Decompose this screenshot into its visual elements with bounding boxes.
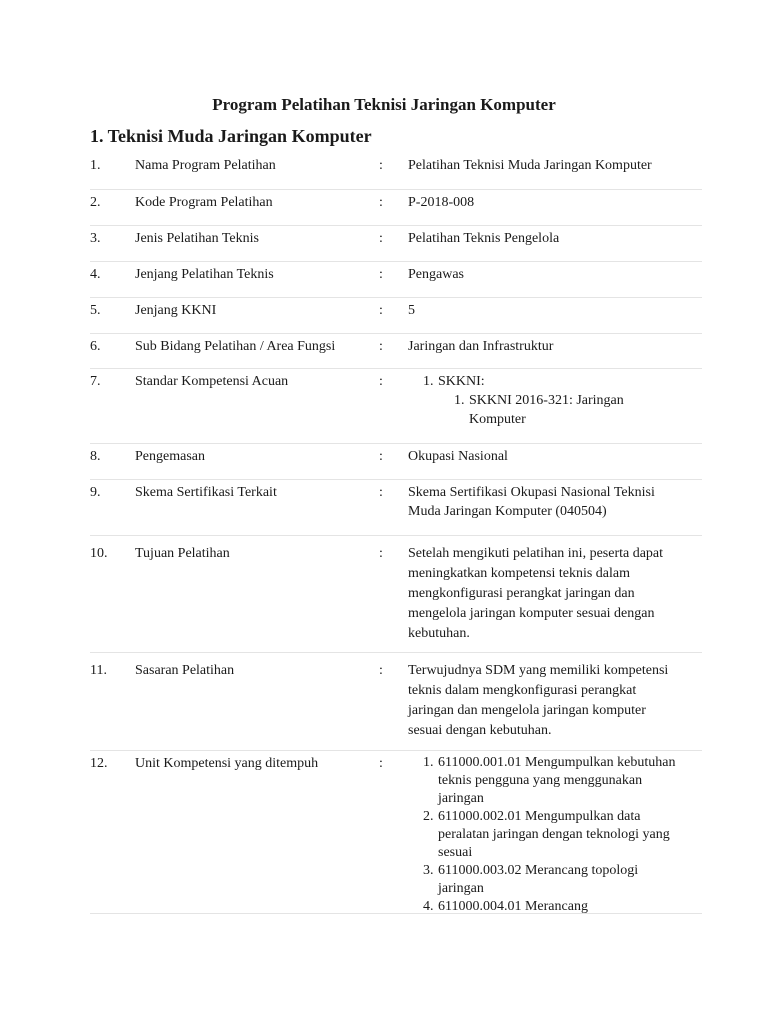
row-value: P-2018-008 — [408, 195, 475, 210]
row-colon: : — [379, 267, 383, 282]
table-row — [90, 190, 702, 226]
row-value: Setelah mengikuti pelatihan ini, peserta dapat meningkatkan kompetensi teknis dalam mengkonfigurasi perangkat jaringan dan mengelola jaringan komputer sesuai dengan kebutuhan. — [408, 546, 664, 641]
table-row — [90, 148, 702, 190]
row-label: Skema Sertifikasi Terkait — [135, 485, 277, 500]
table-row — [90, 653, 702, 751]
row-colon: : — [379, 158, 383, 173]
table-row — [90, 298, 702, 334]
list-item-label: SKKNI: — [438, 374, 485, 389]
row-value: Skema Sertifikasi Okupasi Nasional Teknisi Muda Jaringan Komputer (040504) — [408, 485, 655, 519]
list-item — [437, 372, 678, 429]
competency-unit-item: 2. 611000.002.01 Mengumpulkan data peralatan jaringan dengan teknologi yang sesuai — [437, 808, 678, 862]
row-number: 3. — [90, 231, 101, 246]
row-number: 9. — [90, 485, 101, 500]
table-row — [90, 444, 702, 480]
row-colon: : — [379, 303, 383, 318]
row-label: Kode Program Pelatihan — [135, 195, 273, 210]
row-label: Jenjang KKNI — [135, 303, 217, 318]
table-row — [90, 334, 702, 369]
row-number: 12. — [90, 756, 108, 771]
competency-unit-item: 4. 611000.004.01 Merancang — [437, 898, 678, 916]
table-row — [90, 751, 702, 914]
row-colon: : — [379, 231, 383, 246]
row-value — [408, 372, 678, 429]
row-colon: : — [379, 663, 383, 678]
row-value: Pengawas — [408, 267, 464, 282]
row-number: 4. — [90, 267, 101, 282]
row-colon: : — [379, 449, 383, 464]
table-row — [90, 480, 702, 536]
row-label: Pengemasan — [135, 449, 205, 464]
reference-standards-list — [408, 372, 678, 429]
row-value: Jaringan dan Infrastruktur — [408, 339, 554, 354]
row-number: 6. — [90, 339, 101, 354]
row-number: 1. — [90, 158, 101, 173]
row-value: Okupasi Nasional — [408, 449, 508, 464]
row-colon: : — [379, 374, 383, 389]
table-row — [90, 226, 702, 262]
row-number: 2. — [90, 195, 101, 210]
row-colon: : — [379, 195, 383, 210]
row-label: Jenis Pelatihan Teknis — [135, 231, 259, 246]
row-number: 11. — [90, 663, 107, 678]
row-value: Pelatihan Teknisi Muda Jaringan Komputer — [408, 158, 652, 173]
program-table — [90, 148, 702, 914]
row-label: Standar Kompetensi Acuan — [135, 374, 289, 389]
row-value — [408, 754, 678, 916]
row-label: Nama Program Pelatihan — [135, 158, 276, 173]
competency-unit-item: 3. 611000.003.02 Merancang topologi jaringan — [437, 862, 678, 898]
row-number: 7. — [90, 374, 101, 389]
row-colon: : — [379, 756, 383, 771]
table-row — [90, 369, 702, 444]
competency-units-list — [408, 754, 678, 916]
competency-unit-item: 1. 611000.001.01 Mengumpulkan kebutuhan teknis pengguna yang menggunakan jaringan — [437, 754, 678, 808]
row-value: Pelatihan Teknis Pengelola — [408, 231, 560, 246]
row-number: 8. — [90, 449, 101, 464]
table-row — [90, 262, 702, 298]
section-heading: 1. Teknisi Muda Jaringan Komputer — [90, 126, 372, 146]
row-colon: : — [379, 546, 383, 561]
row-label: Tujuan Pelatihan — [135, 546, 230, 561]
row-colon: : — [379, 339, 383, 354]
row-label: Sasaran Pelatihan — [135, 663, 235, 678]
row-value: Terwujudnya SDM yang memiliki kompetensi teknis dalam mengkonfigurasi perangkat jaringan dan mengelola jaringan komputer sesuai dengan kebutuhan. — [408, 663, 669, 738]
row-label: Sub Bidang Pelatihan / Area Fungsi — [135, 339, 336, 354]
sub-list-item: 1. SKKNI 2016-321: Jaringan Komputer — [468, 391, 678, 429]
sub-list — [438, 391, 678, 429]
table-row — [90, 536, 702, 653]
row-label: Jenjang Pelatihan Teknis — [135, 267, 274, 282]
row-value: 5 — [408, 303, 415, 318]
row-number: 10. — [90, 546, 108, 561]
row-number: 5. — [90, 303, 101, 318]
row-colon: : — [379, 485, 383, 500]
document-title: Program Pelatihan Teknisi Jaringan Komputer — [212, 95, 556, 114]
row-label: Unit Kompetensi yang ditempuh — [135, 756, 319, 771]
